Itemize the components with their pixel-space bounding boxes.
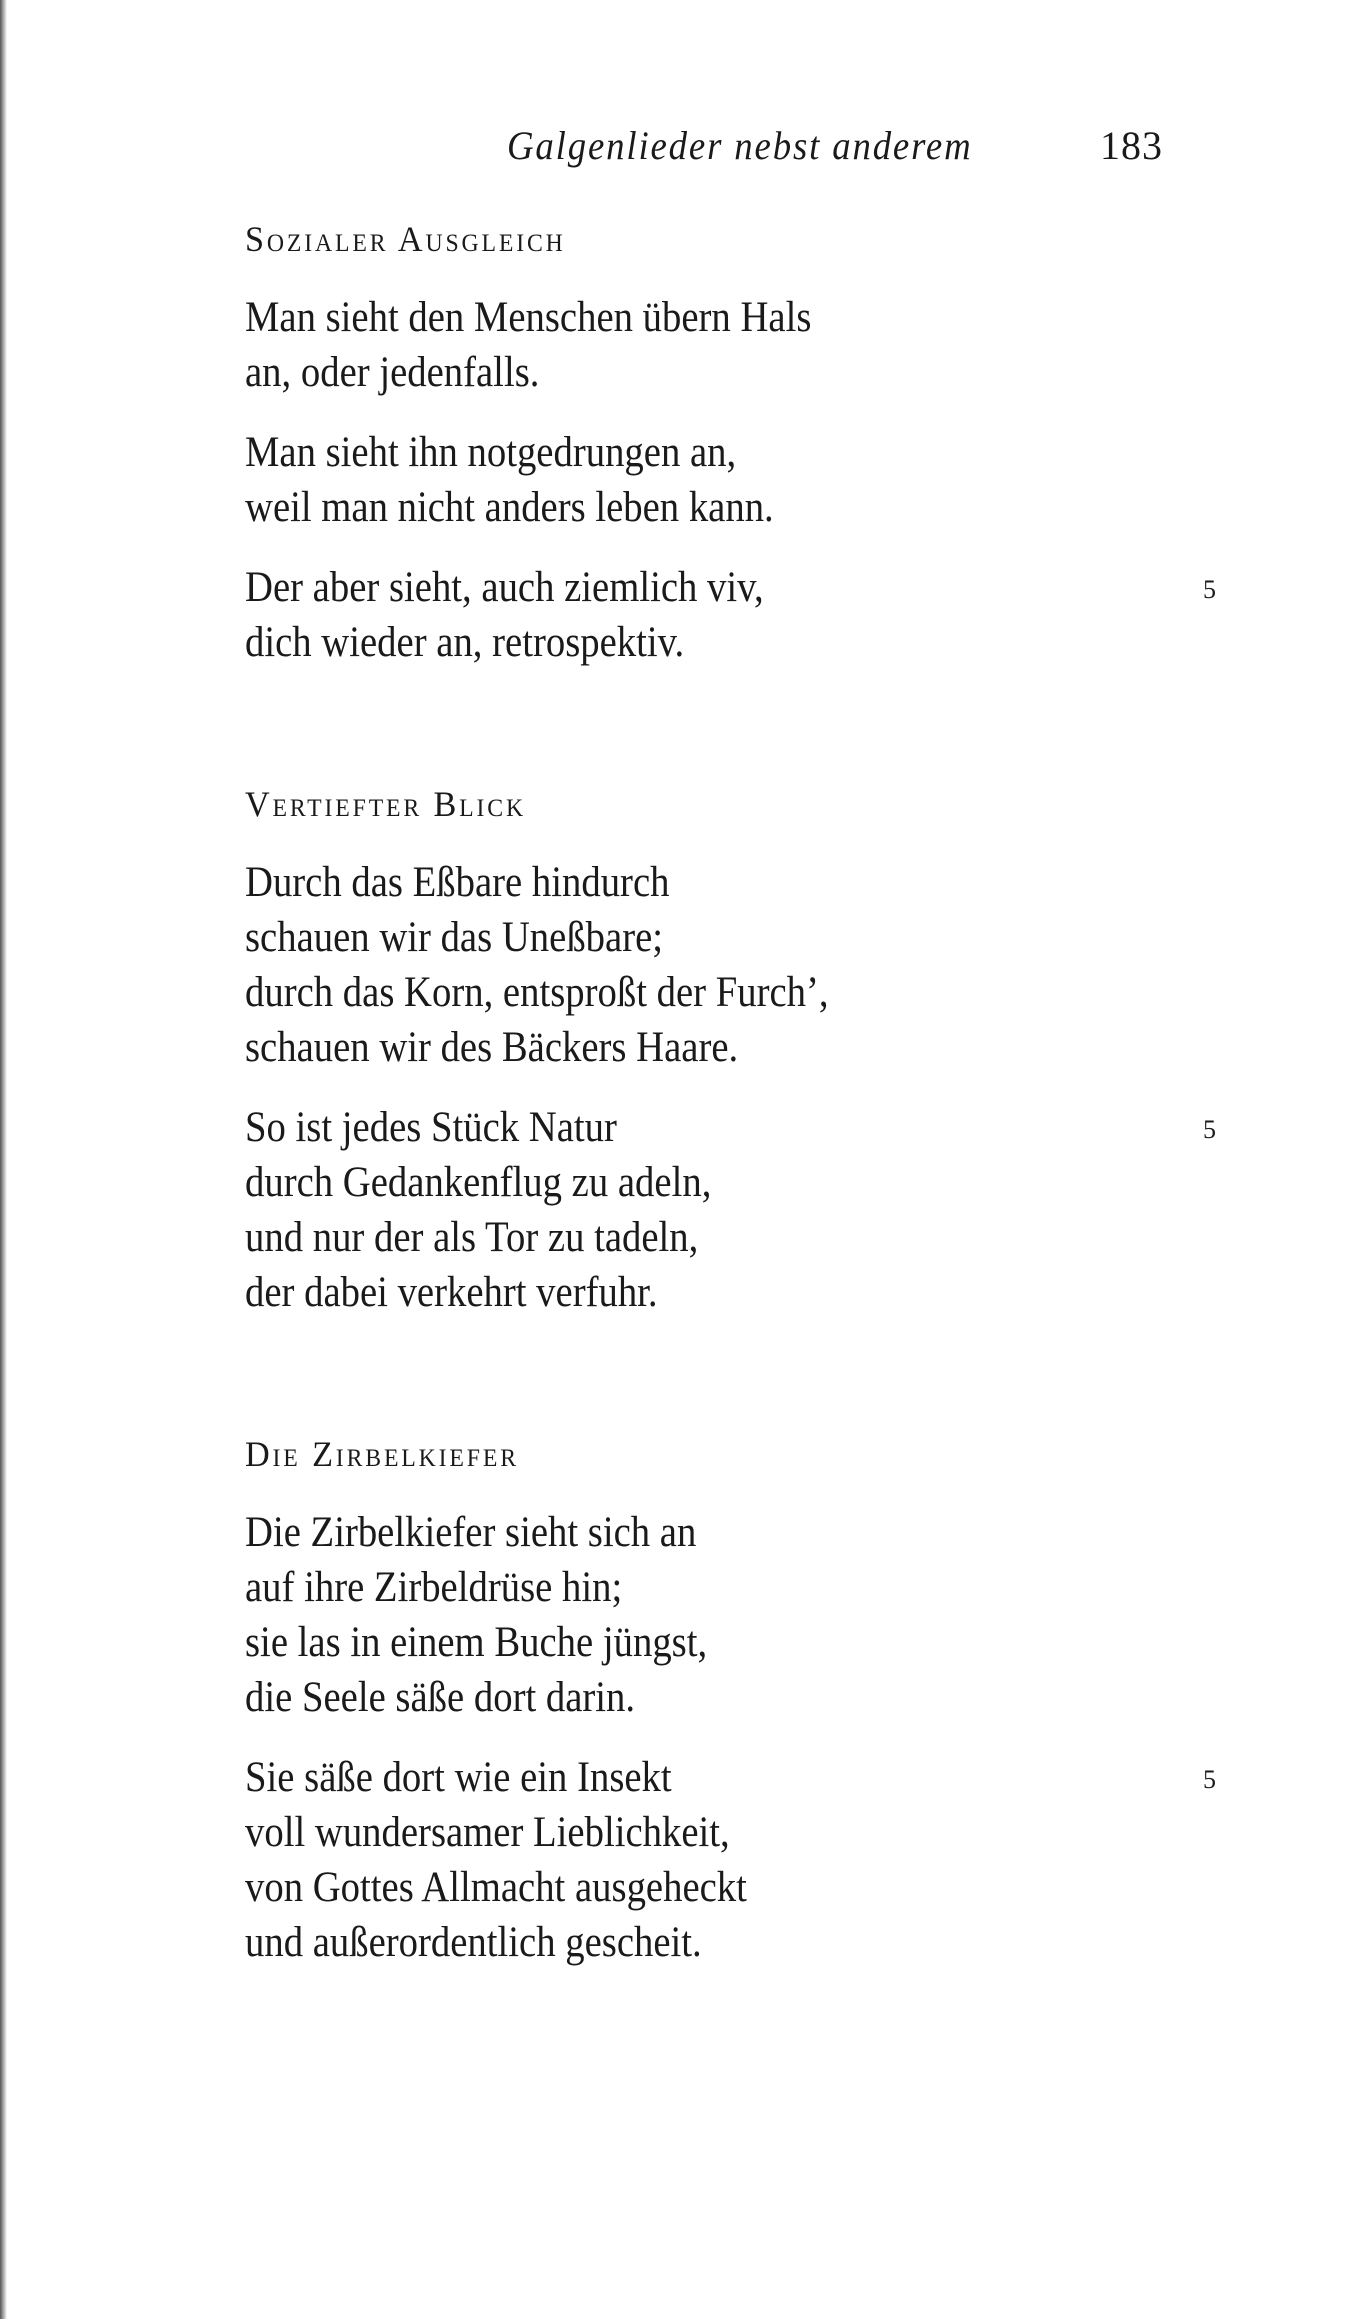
verse-line: durch das Korn, entsproßt der Furch’, (245, 969, 829, 1016)
verse-line: weil man nicht anders leben kann. (245, 484, 774, 531)
stanza (245, 425, 1245, 535)
verse-line: durch Gedankenflug zu adeln, (245, 1159, 712, 1206)
line-number: 5 (1203, 575, 1216, 604)
verse-line: voll wundersamer Lieblichkeit, (245, 1809, 730, 1856)
verse-line: die Seele säße dort darin. (245, 1674, 636, 1721)
poem (245, 1427, 1245, 1970)
page-binding-edge (0, 0, 7, 2319)
page-body (245, 212, 1245, 2077)
poem-title: Die Zirbelkiefer (245, 1434, 519, 1474)
line-number: 5 (1203, 1115, 1216, 1144)
running-header: Galgenlieder nebst anderem (507, 123, 973, 168)
poem (245, 777, 1245, 1320)
stanza (245, 1750, 1245, 1970)
verse-line: dich wieder an, retrospektiv. (245, 619, 685, 666)
verse-line: an, oder jedenfalls. (245, 349, 540, 396)
stanza (245, 560, 1245, 670)
verse-line: Sie säße dort wie ein Insekt (245, 1754, 672, 1801)
verse-line: sie las in einem Buche jüngst, (245, 1619, 708, 1666)
verse-line: schauen wir das Uneßbare; (245, 914, 664, 961)
verse-line: Die Zirbelkiefer sieht sich an (245, 1509, 697, 1556)
poem (245, 212, 1245, 670)
verse-line: Durch das Eßbare hindurch (245, 859, 670, 906)
stanza (245, 290, 1245, 400)
verse-line: und außerordentlich gescheit. (245, 1919, 702, 1966)
line-number: 5 (1203, 1765, 1216, 1794)
poem-title: Vertiefter Blick (245, 784, 526, 824)
poem-title: Sozialer Ausgleich (245, 219, 566, 259)
verse-line: auf ihre Zirbeldrüse hin; (245, 1564, 623, 1611)
page-number: 183 (1100, 123, 1163, 168)
stanza (245, 855, 1245, 1075)
verse-line: der dabei verkehrt verfuhr. (245, 1269, 658, 1316)
stanza (245, 1100, 1245, 1320)
verse-line: Der aber sieht, auch ziemlich viv, (245, 564, 764, 611)
verse-line: schauen wir des Bäckers Haare. (245, 1024, 739, 1071)
verse-line: und nur der als Tor zu tadeln, (245, 1214, 699, 1261)
verse-line: Man sieht den Menschen übern Hals (245, 294, 812, 341)
verse-line: Man sieht ihn notgedrungen an, (245, 429, 737, 476)
stanza (245, 1505, 1245, 1725)
verse-line: von Gottes Allmacht ausgeheckt (245, 1864, 747, 1911)
verse-line: So ist jedes Stück Natur (245, 1104, 617, 1151)
